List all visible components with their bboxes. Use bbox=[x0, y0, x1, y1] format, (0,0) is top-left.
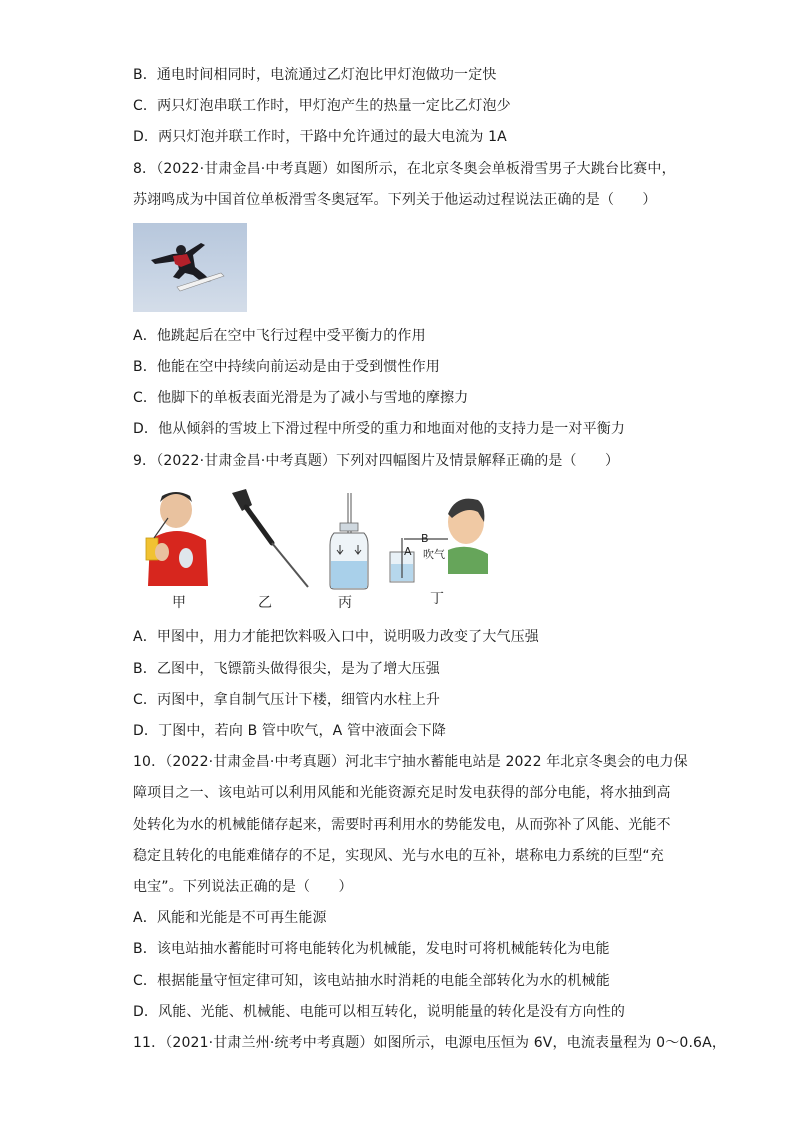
question-10-stem-line-4: 稳定且转化的电能难储存的不足，实现风、光与水电的互补，堪称电力系统的巨型“充 bbox=[133, 848, 664, 864]
question-10-stem-line-3: 处转化为水的机械能储存起来，需要时再利用水的势能发电，从而弥补了风能、光能不 bbox=[133, 817, 671, 833]
figure-caption-bing: 丙 bbox=[338, 595, 352, 611]
question-10-option-a: A．风能和光能是不可再生能源 bbox=[133, 910, 327, 926]
question-9-option-b: B．乙图中，飞镖箭头做得很尖，是为了增大压强 bbox=[133, 661, 440, 677]
question-8-option-a: A．他跳起后在空中飞行过程中受平衡力的作用 bbox=[133, 328, 426, 344]
question-8-option-d: D．他从倾斜的雪坡上下滑过程中所受的重力和地面对他的支持力是一对平衡力 bbox=[133, 421, 626, 437]
question-10-option-b: B．该电站抽水蓄能时可将电能转化为机械能，发电时可将机械能转化为电能 bbox=[133, 941, 610, 957]
question-8-stem-line-1: 8．（2022·甘肃金昌·中考真题）如图所示，在北京冬奥会单板滑雪男子大跳台比赛中， bbox=[133, 161, 676, 177]
text-line-q7-b: B．通电时间相同时，电流通过乙灯泡比甲灯泡做功一定快 bbox=[133, 67, 497, 83]
figure-caption-jia: 甲 bbox=[172, 595, 186, 611]
question-8-stem-line-2: 苏翊鸣成为中国首位单板滑雪冬奥冠军。下列关于他运动过程说法正确的是（ ） bbox=[133, 192, 657, 208]
question-10-option-c: C．根据能量守恒定律可知，该电站抽水时消耗的电能全部转化为水的机械能 bbox=[133, 973, 610, 989]
figure-yi-dart bbox=[226, 487, 312, 589]
question-10-stem-line-5: 电宝”。下列说法正确的是（ ） bbox=[133, 879, 353, 895]
figure-ding-label-b: B bbox=[421, 532, 429, 545]
figure-ding-label-blow: 吹气 bbox=[423, 548, 445, 561]
snowboarder-photo bbox=[133, 223, 247, 312]
figure-caption-ding: 丁 bbox=[430, 591, 444, 607]
figure-bing-barometer-bottle bbox=[326, 493, 372, 591]
question-10-stem-line-2: 障项目之一、该电站可以利用风能和光能资源充足时发电获得的部分电能，将水抽到高 bbox=[133, 785, 671, 801]
text-line-q7-c: C．两只灯泡串联工作时，甲灯泡产生的热量一定比乙灯泡少 bbox=[133, 98, 511, 114]
figure-caption-yi: 乙 bbox=[258, 595, 272, 611]
figure-jia-boy-drinking bbox=[140, 488, 212, 586]
question-10-option-d: D．风能、光能、机械能、电能可以相互转化，说明能量的转化是没有方向性的 bbox=[133, 1004, 626, 1020]
question-8-option-c: C．他脚下的单板表面光滑是为了减小与雪地的摩擦力 bbox=[133, 390, 469, 406]
question-11-stem-line-1: 11．（2021·甘肃兰州·统考中考真题）如图所示，电源电压恒为 6V，电流表量程为 0～0.6A， bbox=[133, 1035, 726, 1051]
text-line-q7-d: D．两只灯泡并联工作时，干路中允许通过的最大电流为 1A bbox=[133, 129, 507, 145]
question-8-option-b: B．他能在空中持续向前运动是由于受到惯性作用 bbox=[133, 359, 440, 375]
question-9-stem: 9．（2022·甘肃金昌·中考真题）下列对四幅图片及情景解释正确的是（ ） bbox=[133, 453, 620, 469]
question-10-stem-line-1: 10．（2022·甘肃金昌·中考真题）河北丰宁抽水蓄能电站是 2022 年北京冬奥会的电力保 bbox=[133, 754, 688, 770]
question-9-option-a: A．甲图中，用力才能把饮料吸入口中，说明吸力改变了大气压强 bbox=[133, 629, 539, 645]
figure-ding-label-a: A bbox=[404, 545, 412, 558]
question-9-option-c: C．丙图中，拿自制气压计下楼，细管内水柱上升 bbox=[133, 692, 441, 708]
figure-ding-blowing bbox=[386, 492, 490, 590]
question-9-option-d: D．丁图中，若向 B 管中吹气，A 管中液面会下降 bbox=[133, 723, 447, 739]
